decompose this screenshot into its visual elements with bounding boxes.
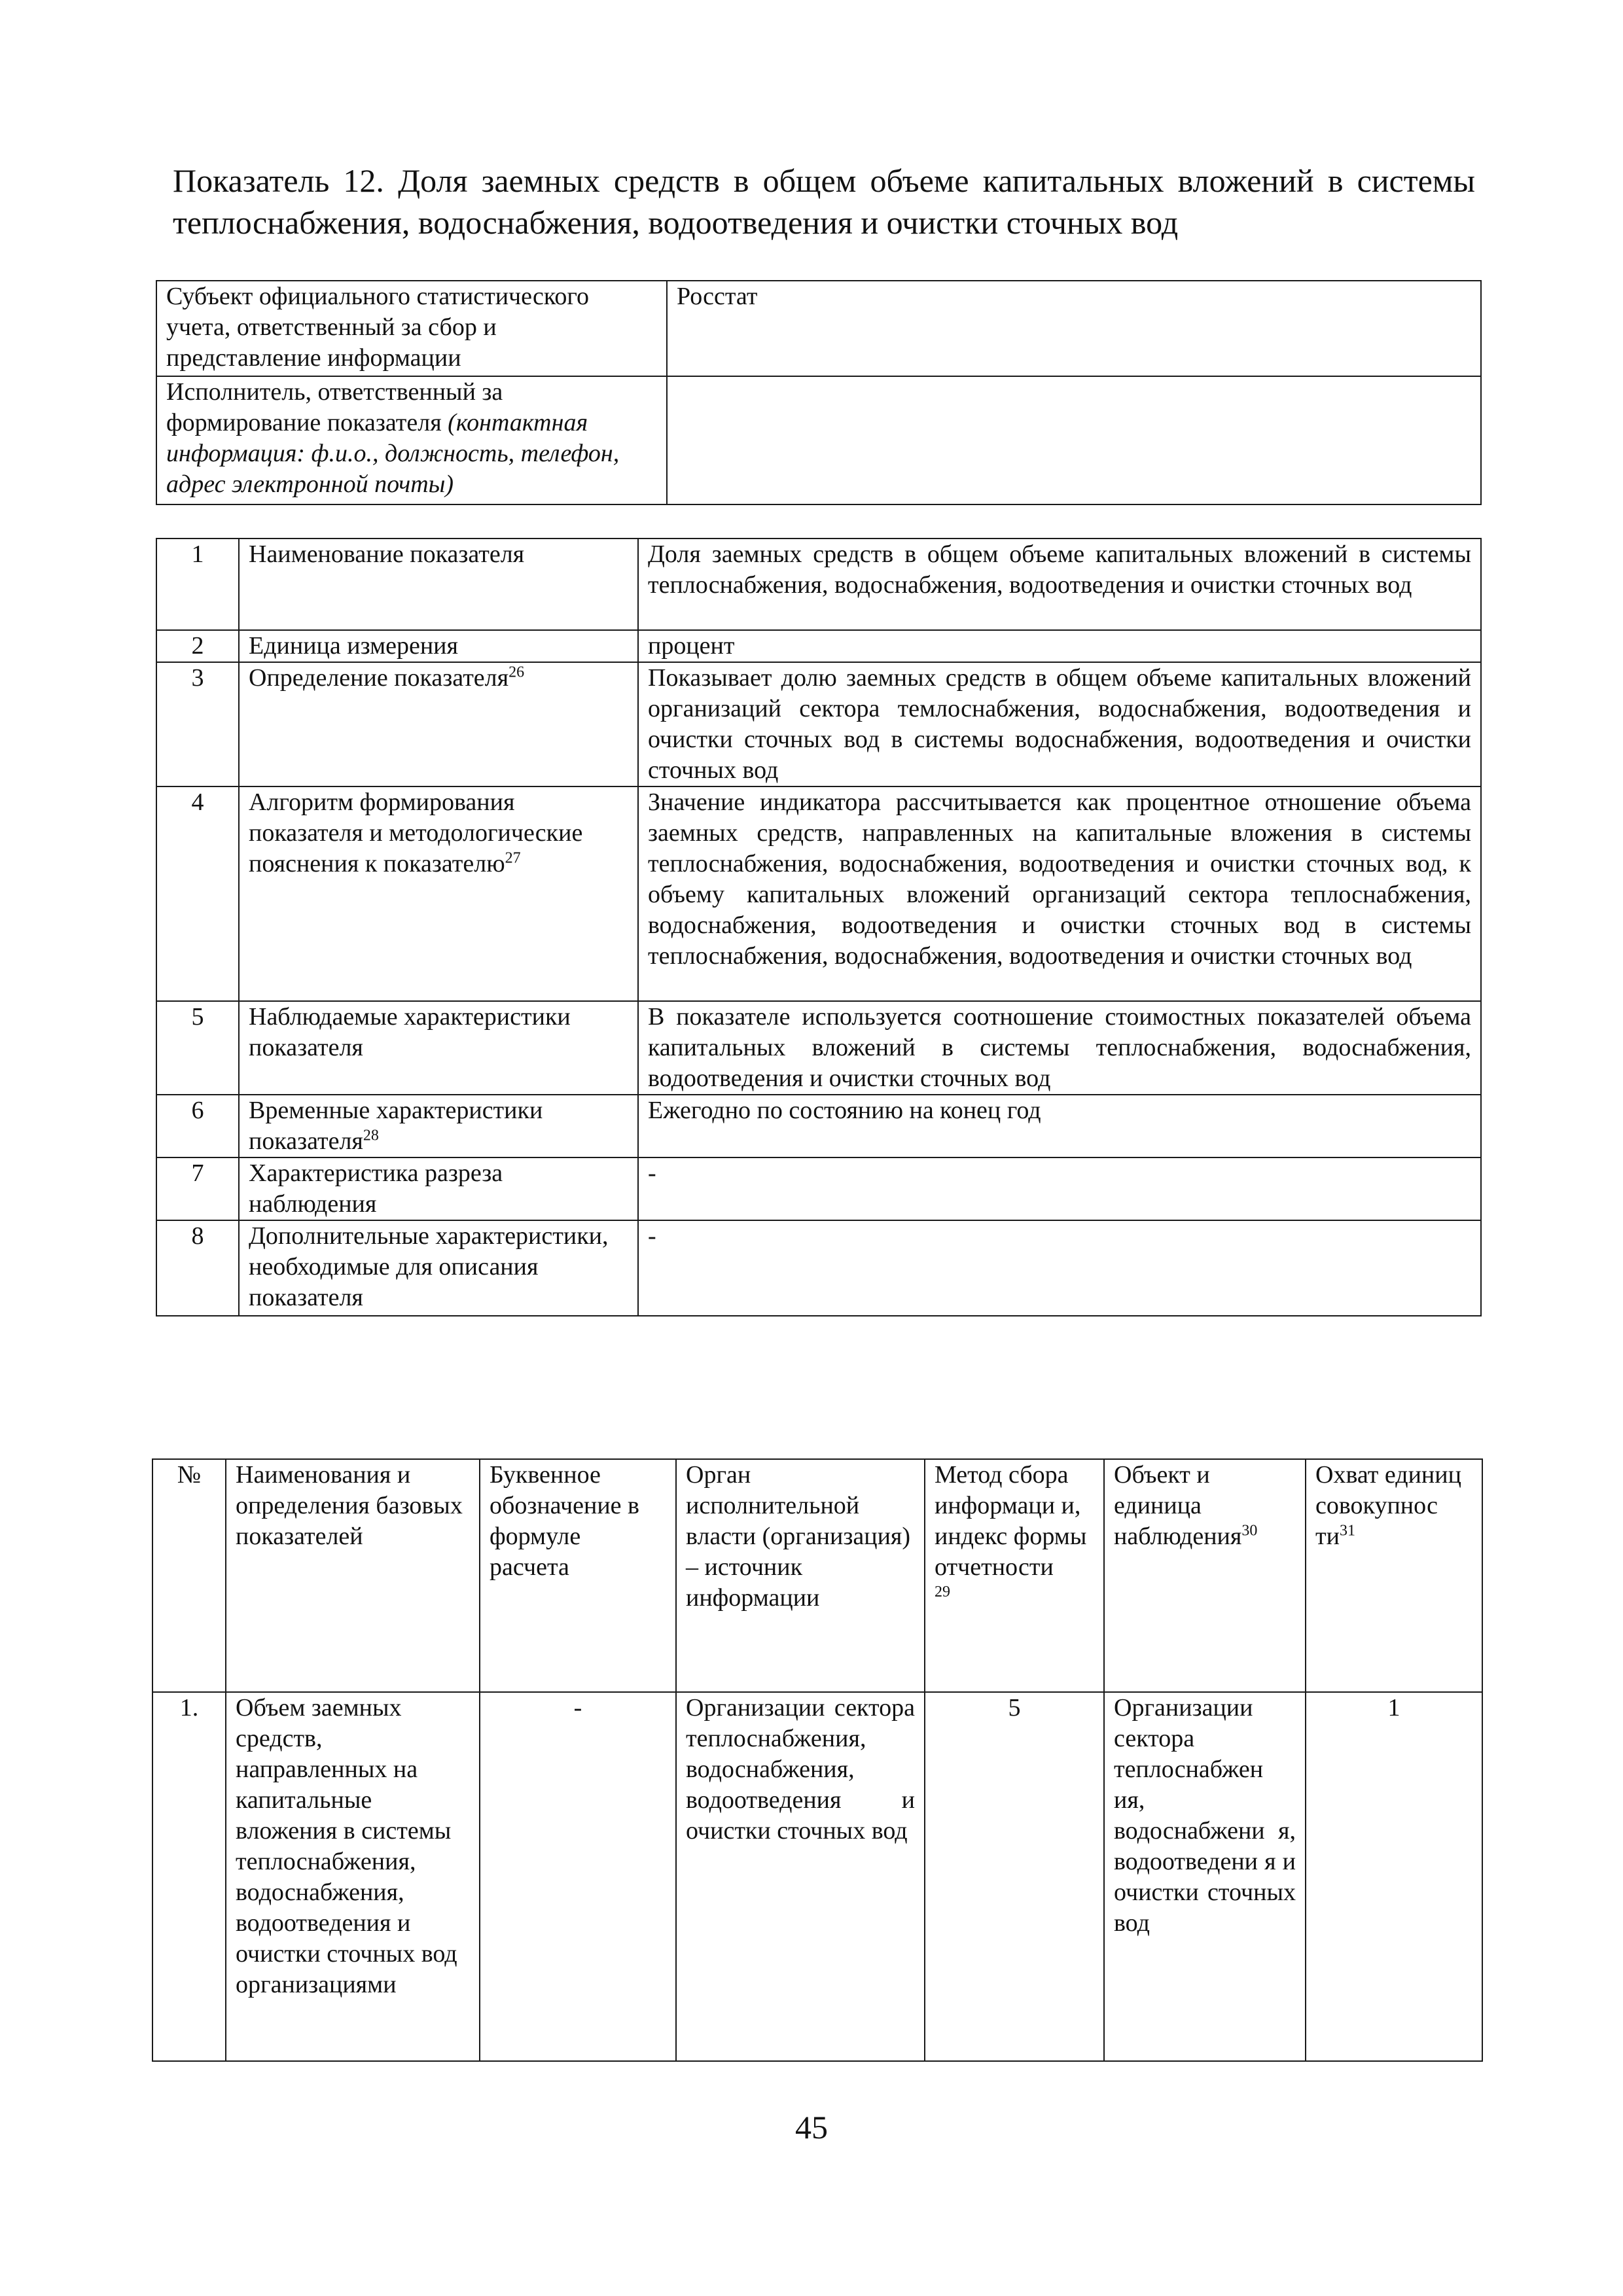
row-number: 8 bbox=[156, 1220, 239, 1316]
header-name: Наименования и определения базовых показателей bbox=[226, 1459, 480, 1692]
table-row bbox=[156, 630, 1481, 662]
row-label-text: Алгоритм формирования показателя и методологические пояснения к показателю bbox=[249, 788, 583, 877]
row-label-text: Характеристика разреза наблюдения bbox=[249, 1159, 503, 1218]
subject-label: Субъект официального статистического учета, ответственный за сбор и представление информации bbox=[156, 281, 667, 376]
footnote-ref: 26 bbox=[508, 663, 525, 681]
header-num: № bbox=[152, 1459, 226, 1692]
row-value: Ежегодно по состоянию на конец год bbox=[638, 1095, 1481, 1157]
row-value: - bbox=[638, 1157, 1481, 1220]
footnote-ref: 28 bbox=[363, 1127, 379, 1144]
row-number: 4 bbox=[156, 786, 239, 1001]
row-letter: - bbox=[480, 1692, 676, 2061]
header-authority: Орган исполнительной власти (организация) – источник информации bbox=[676, 1459, 925, 1692]
row-label bbox=[239, 630, 638, 662]
executor-label-text: Исполнитель, ответственный за формирование показателя bbox=[166, 378, 503, 436]
row-number: 3 bbox=[156, 662, 239, 786]
row-label-text: Наблюдаемые характеристики показателя bbox=[249, 1003, 571, 1061]
row-label bbox=[239, 662, 638, 786]
table-row bbox=[156, 281, 1481, 376]
table-row bbox=[156, 1095, 1481, 1157]
row-authority: Организации сектора теплоснабжения, водоснабжения, водоотведения и очистки сточных вод bbox=[676, 1692, 925, 2061]
executor-label-italic: (контактная информация: ф.и.о., должность, телефон, адрес электронной почты) bbox=[166, 409, 620, 498]
header-letter: Буквенное обозначение в формуле расчета bbox=[480, 1459, 676, 1692]
row-value: Доля заемных средств в общем объеме капитальных вложений в системы теплоснабжения, водоснабжения, водоотведения и очистки сточных вод bbox=[638, 539, 1481, 630]
row-value: Значение индикатора рассчитывается как процентное отношение объема заемных средств, направленных на капитальные вложения в системы теплоснабжения, водоснабжения, водоотведения и очистки сточных вод, к объему капитальных вложений организаций сектора теплоснабжения, водоснабжения, водоотведения и очистки сточных вод в системы теплоснабжения, водоснабжения, водоотведения и очистки сточных вод bbox=[638, 786, 1481, 1001]
table-row bbox=[156, 662, 1481, 786]
header-method-footnote: 29 bbox=[935, 1583, 950, 1600]
row-value: В показателе используется соотношение стоимостных показателей объема капитальных вложений в системы теплоснабжения, водоснабжения, водоотведения и очистки сточных вод bbox=[638, 1001, 1481, 1095]
table-row bbox=[156, 786, 1481, 1001]
header-method-text: Метод сбора информаци и, индекс формы отчетности bbox=[935, 1461, 1087, 1581]
row-label bbox=[239, 786, 638, 1001]
row-label-text: Временные характеристики показателя bbox=[249, 1097, 543, 1155]
base-indicators-table bbox=[152, 1458, 1483, 2062]
footnote-ref: 27 bbox=[505, 849, 521, 867]
table-row bbox=[156, 1157, 1481, 1220]
row-label bbox=[239, 1095, 638, 1157]
row-value: - bbox=[638, 1220, 1481, 1316]
page-heading: Показатель 12. Доля заемных средств в общем объеме капитальных вложений в системы теплоснабжения, водоснабжения, водоотведения и очистки сточных вод bbox=[173, 162, 1475, 241]
table-row bbox=[156, 1001, 1481, 1095]
header-method bbox=[925, 1459, 1104, 1692]
row-value: процент bbox=[638, 630, 1481, 662]
header-object-text: Объект и единица наблюдения bbox=[1114, 1461, 1242, 1550]
row-number: 1 bbox=[156, 539, 239, 630]
row-label-text: Определение показателя bbox=[249, 664, 509, 692]
row-num: 1. bbox=[152, 1692, 226, 2061]
row-object: Организации сектора теплоснабжен ия, водоснабжени я, водоотведени я и очистки сточных вод bbox=[1104, 1692, 1306, 2061]
indicator-table-body bbox=[156, 539, 1481, 1316]
table-row bbox=[156, 539, 1481, 630]
row-label bbox=[239, 1157, 638, 1220]
subject-value: Росстат bbox=[667, 281, 1481, 376]
executor-label bbox=[156, 376, 667, 504]
row-name: Объем заемных средств, направленных на капитальные вложения в системы теплоснабжения, водоснабжения, водоотведения и очистки сточных вод организациями bbox=[226, 1692, 480, 2061]
table-header-row bbox=[152, 1459, 1482, 1692]
row-label bbox=[239, 1220, 638, 1316]
row-label-text: Наименование показателя bbox=[249, 540, 525, 568]
responsibility-table bbox=[156, 280, 1482, 505]
header-object-footnote: 30 bbox=[1241, 1522, 1258, 1540]
header-coverage bbox=[1306, 1459, 1482, 1692]
row-number: 6 bbox=[156, 1095, 239, 1157]
row-number: 2 bbox=[156, 630, 239, 662]
page-number: 45 bbox=[795, 2109, 828, 2146]
table-row bbox=[156, 376, 1481, 504]
header-coverage-footnote: 31 bbox=[1339, 1522, 1355, 1540]
row-label-text: Единица измерения bbox=[249, 632, 458, 660]
table-row bbox=[156, 1220, 1481, 1316]
row-number: 5 bbox=[156, 1001, 239, 1095]
header-object bbox=[1104, 1459, 1306, 1692]
header-coverage-text: Охват единиц совокупнос ти bbox=[1315, 1461, 1461, 1550]
row-label-text: Дополнительные характеристики, необходимые для описания показателя bbox=[249, 1222, 609, 1311]
row-coverage: 1 bbox=[1306, 1692, 1482, 2061]
row-label bbox=[239, 539, 638, 630]
row-label bbox=[239, 1001, 638, 1095]
row-method: 5 bbox=[925, 1692, 1104, 2061]
row-number: 7 bbox=[156, 1157, 239, 1220]
executor-value bbox=[667, 376, 1481, 504]
indicator-table bbox=[156, 538, 1482, 1316]
table-row bbox=[152, 1692, 1482, 2061]
row-value: Показывает долю заемных средств в общем объеме капитальных вложений организаций сектора темлоснабжения, водоснабжения, водоотведения и очистки сточных вод в системы водоснабжения, водоотведения и очистки сточных вод bbox=[638, 662, 1481, 786]
